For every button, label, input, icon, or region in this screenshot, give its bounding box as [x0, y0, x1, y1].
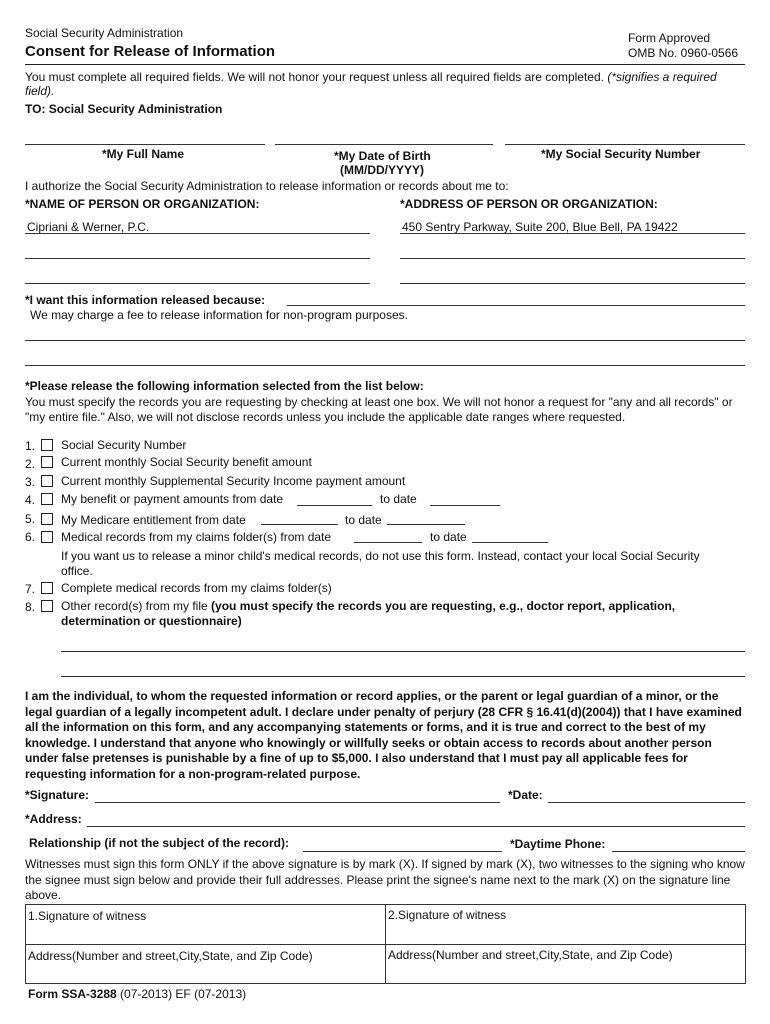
item-6-to-date-field[interactable]: [472, 542, 548, 543]
relationship-label: Relationship (if not the subject of the record):: [29, 836, 290, 850]
release-heading: *Please release the following information selected from the list below:: [25, 379, 424, 393]
org-address-line-1: [400, 233, 745, 234]
full-name-field[interactable]: [25, 144, 265, 145]
item-4-label: My benefit or payment amounts from date: [61, 492, 284, 506]
witness-row-divider: [25, 944, 746, 945]
date-field[interactable]: [548, 802, 745, 803]
form-title: Consent for Release of Information: [25, 43, 276, 60]
item-5-checkbox[interactable]: [41, 513, 53, 525]
item-5-from-date-field[interactable]: [261, 524, 338, 525]
full-name-label: *My Full Name: [102, 147, 185, 161]
item-5-to-date-field[interactable]: [387, 524, 465, 525]
org-name-line-3[interactable]: [25, 283, 370, 284]
item-5-label: My Medicare entitlement from date: [61, 513, 246, 527]
item-6-checkbox[interactable]: [41, 531, 53, 543]
witness-note: Witnesses must sign this form ONLY if the above signature is by mark (X). If signed by mark (X), two witnesses to the signing who know the signee must sign below and provide their full addresses. Please print the signee's name next to the mark (X) on the signature line above.: [25, 857, 745, 902]
agency-name: Social Security Administration: [25, 26, 184, 40]
reason-line-2[interactable]: [25, 340, 745, 341]
item-2-checkbox[interactable]: [41, 456, 53, 468]
org-name-line-1: [25, 233, 370, 234]
required-note-text: You must complete all required fields. We will not honor your request unless all required fields are completed.: [25, 70, 604, 84]
dob-field[interactable]: [275, 144, 493, 145]
item-6-label: Medical records from my claims folder(s) from date: [61, 530, 332, 544]
reason-line-1[interactable]: [287, 305, 745, 306]
form-edition: (07-2013) EF (07-2013): [120, 987, 247, 1001]
org-name-value[interactable]: Cipriani & Werner, P.C.: [27, 220, 150, 234]
date-label: *Date:: [508, 788, 543, 802]
required-field-legend: (*signifies a required field).: [25, 70, 717, 98]
org-name-line-2[interactable]: [25, 258, 370, 259]
item-4-checkbox[interactable]: [41, 493, 53, 505]
declaration-text: I am the individual, to whom the requested information or record applies, or the parent or legal guardian of a minor, or the legal guardian of a legally incompetent adult. I declare under penalty of perjury (28 CFR § 16.41(d)(2004)) that I have examined all the information on this form, and any accompanying statements or forms, and it is true and correct to the best of my knowledge. I understand that anyone who knowingly or willfully seeks or obtain access to records about another person under false pretenses is punishable by a fine of up to $5,000. I also understand that I must pay all applicable fees for requesting information for a non-program-related purpose.: [25, 689, 742, 781]
org-address-label: *ADDRESS OF PERSON OR ORGANIZATION:: [400, 197, 658, 211]
ssn-label: *My Social Security Number: [541, 147, 701, 161]
relationship-field[interactable]: [303, 851, 502, 852]
to-line: TO: Social Security Administration: [25, 102, 223, 116]
item-8-label: [61, 599, 741, 629]
other-records-line-2[interactable]: [61, 676, 745, 677]
item-number: 4.: [25, 493, 36, 507]
signature-field[interactable]: [95, 802, 500, 803]
other-records-line-1[interactable]: [61, 651, 745, 652]
header-divider: [25, 64, 745, 65]
item-4-to-label: to date: [380, 492, 417, 506]
reason-line-3[interactable]: [25, 365, 745, 366]
item-4-to-date-field[interactable]: [430, 505, 500, 506]
omb-number: OMB No. 0960-0566: [628, 46, 739, 60]
form-approved: Form Approved: [628, 31, 711, 45]
item-2-label: Current monthly Social Security benefit amount: [61, 455, 312, 469]
form-id: Form SSA-3288: [28, 987, 117, 1001]
authorize-text: I authorize the Social Security Administration to release information or records about me to:: [25, 179, 509, 193]
address-label: *Address:: [25, 812, 82, 826]
fee-note: We may charge a fee to release information for non-program purposes.: [30, 308, 408, 322]
item-8-instructions: (you must specify the records you are requesting, e.g., doctor report, application, determination or questionnaire): [61, 599, 676, 628]
item-number: 3.: [25, 475, 36, 489]
reason-label: *I want this information released because:: [25, 293, 266, 307]
item-number: 8.: [25, 600, 36, 614]
item-7-label: Complete medical records from my claims folder(s): [61, 581, 332, 595]
witness-2-address[interactable]: Address(Number and street,City,State, and Zip Code): [388, 948, 673, 962]
daytime-phone-field[interactable]: [612, 851, 745, 852]
dob-label: *My Date of Birth: [334, 149, 431, 163]
item-number: 5.: [25, 512, 36, 526]
minor-child-note: If you want us to release a minor child's medical records, do not use this form. Instead, contact your local Social Security office.: [61, 549, 700, 578]
dob-format-label: (MM/DD/YYYY): [340, 163, 424, 177]
item-number: 6.: [25, 530, 36, 544]
ssn-field[interactable]: [505, 144, 745, 145]
item-1-label: Social Security Number: [61, 438, 187, 452]
daytime-phone-label: *Daytime Phone:: [510, 837, 606, 851]
item-3-label: Current monthly Supplemental Security Income payment amount: [61, 474, 406, 488]
item-number: 7.: [25, 582, 36, 596]
item-5-to-label: to date: [345, 513, 382, 527]
address-field[interactable]: [87, 826, 745, 827]
item-6-to-label: to date: [430, 530, 467, 544]
item-3-checkbox[interactable]: [41, 475, 53, 487]
witness-1-address[interactable]: Address(Number and street,City,State, and Zip Code): [28, 949, 313, 963]
org-address-line-3[interactable]: [400, 283, 745, 284]
signature-label: *Signature:: [25, 788, 90, 802]
required-note: [25, 70, 740, 98]
item-7-checkbox[interactable]: [41, 582, 53, 594]
item-8-checkbox[interactable]: [41, 600, 53, 612]
release-instructions: You must specify the records you are requesting by checking at least one box. We will not honor a request for "any and all records" or "my entire file." Also, we will not disclose records unless you include the applicable date ranges where requested.: [25, 395, 733, 424]
form-footer: [28, 987, 246, 1001]
org-name-label: *NAME OF PERSON OR ORGANIZATION:: [25, 197, 260, 211]
item-number: 1.: [25, 439, 36, 453]
org-address-line-2[interactable]: [400, 258, 745, 259]
witness-2-signature[interactable]: 2.Signature of witness: [388, 908, 507, 922]
item-number: 2.: [25, 457, 36, 471]
item-6-from-date-field[interactable]: [354, 542, 422, 543]
item-8-text: Other record(s) from my file: [61, 599, 208, 613]
item-1-checkbox[interactable]: [41, 439, 53, 451]
org-address-value[interactable]: 450 Sentry Parkway, Suite 200, Blue Bell, PA 19422: [402, 220, 678, 234]
item-4-from-date-field[interactable]: [297, 505, 372, 506]
witness-1-signature[interactable]: 1.Signature of witness: [28, 909, 147, 923]
